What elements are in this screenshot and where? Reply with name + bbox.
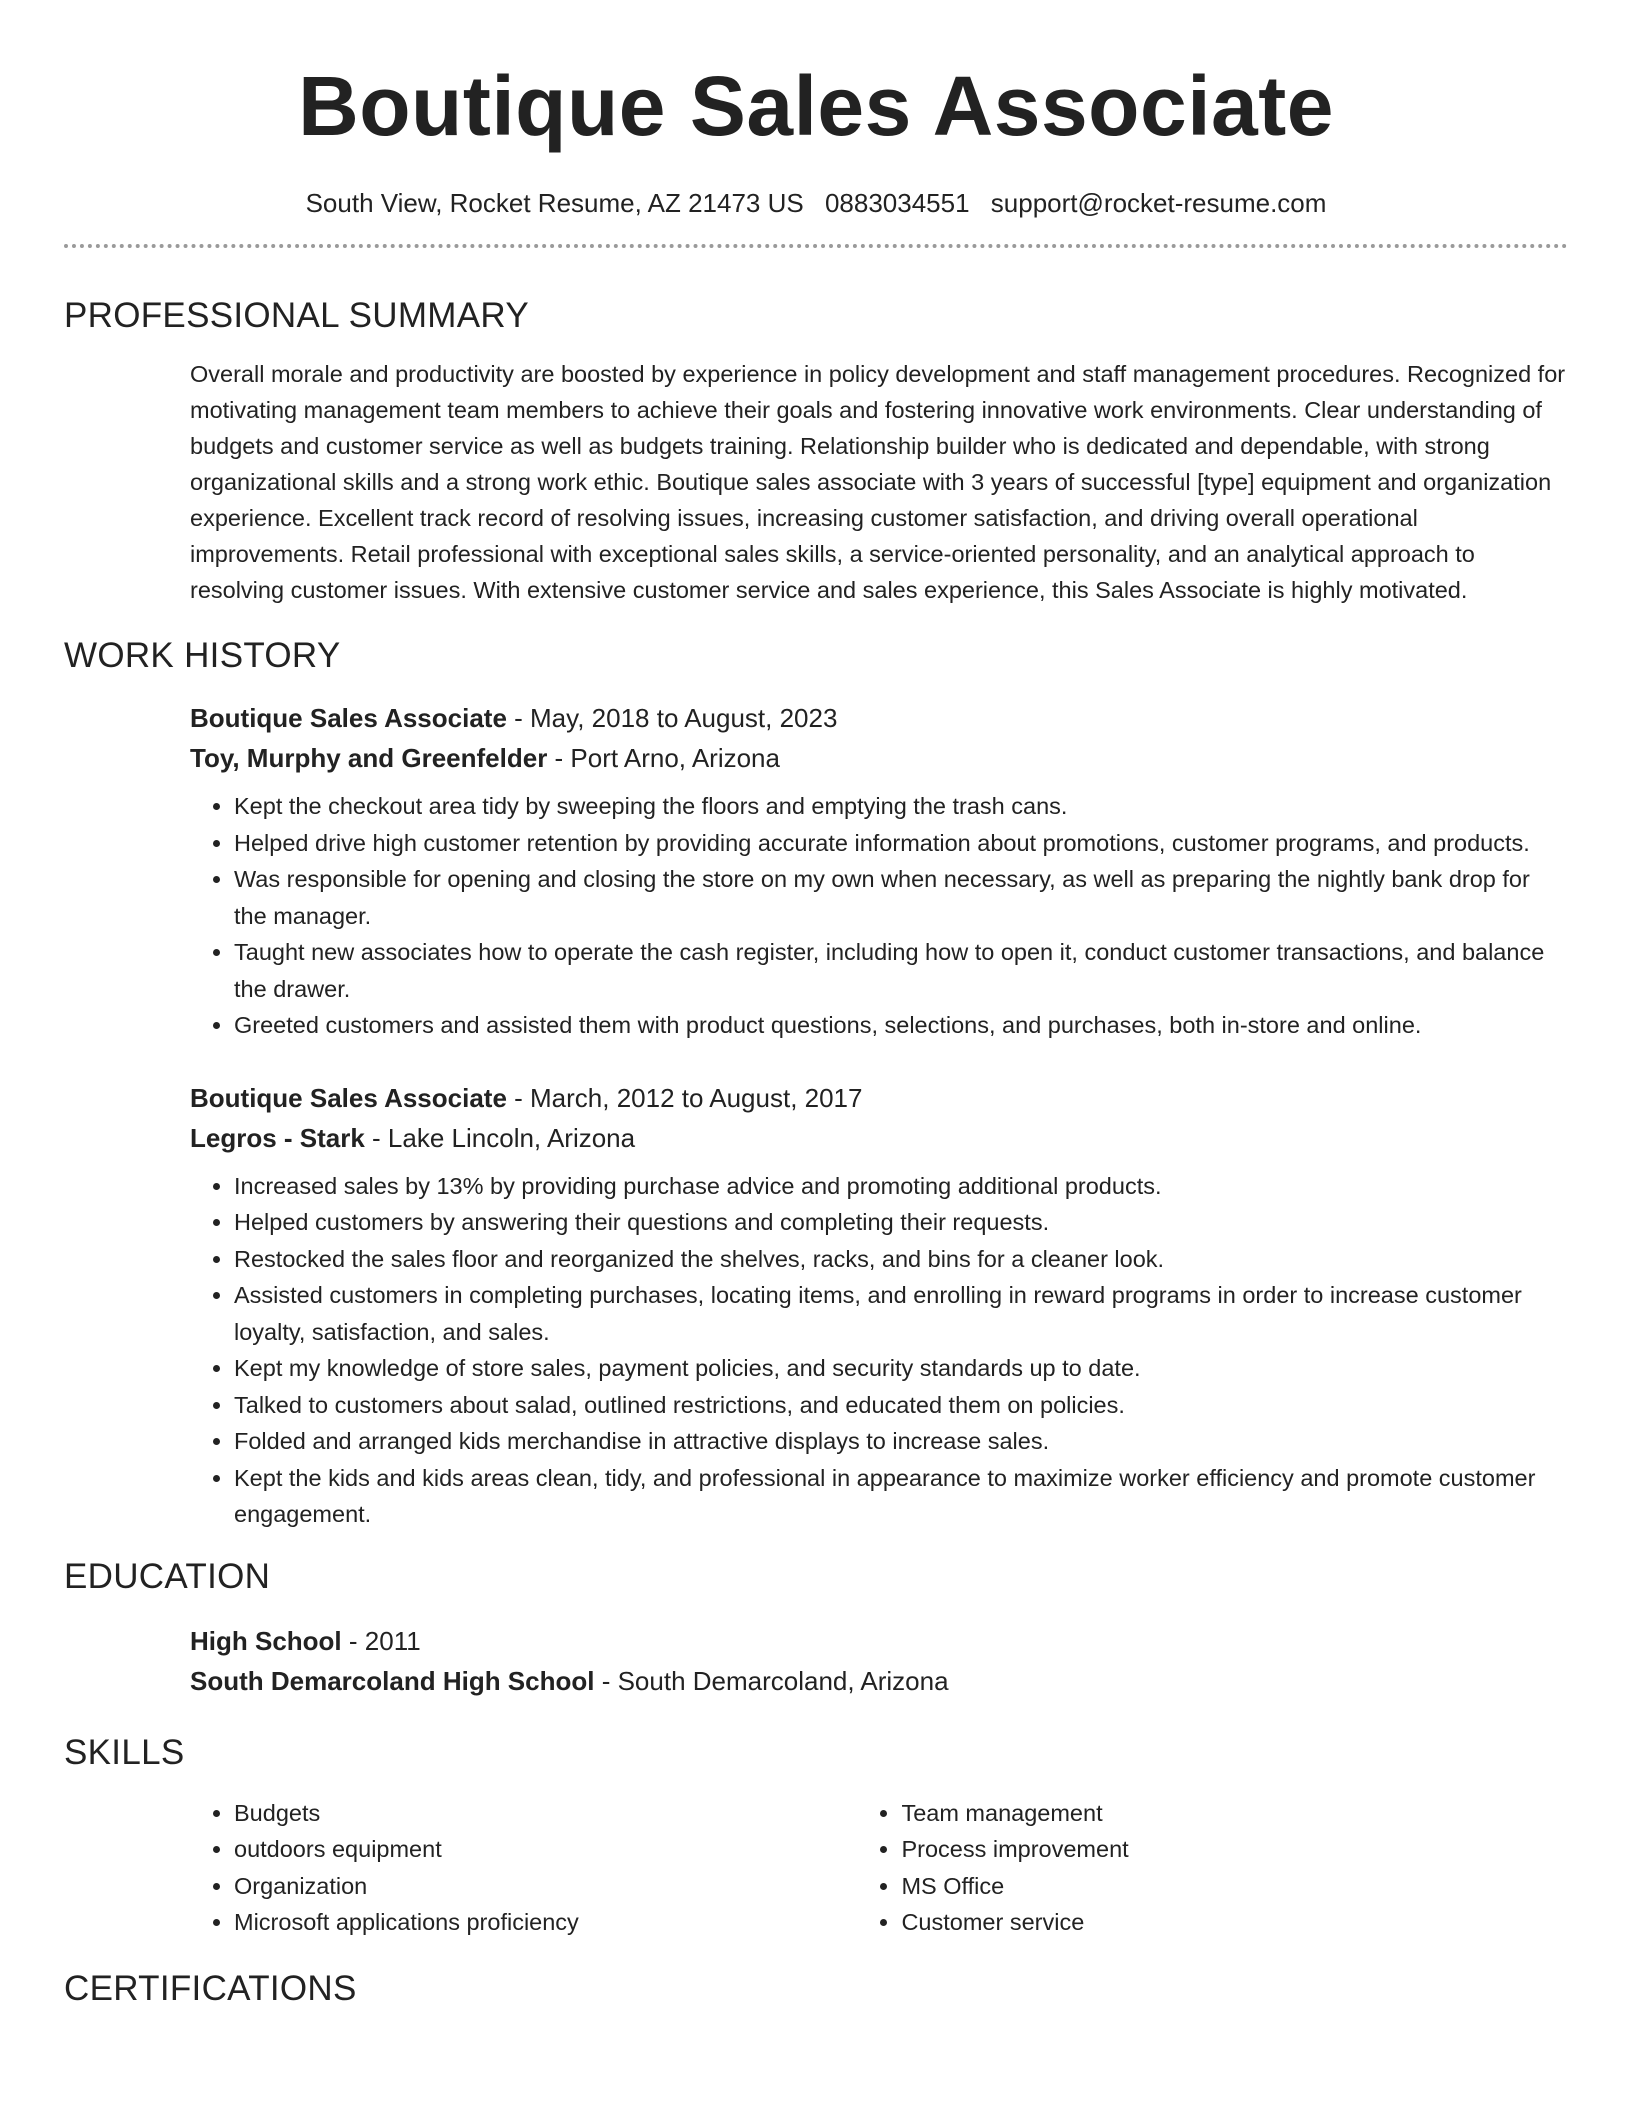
list-item: • Restocked the sales floor and reorganized the shelves, racks, and bins for a cleaner look. xyxy=(234,1241,1568,1278)
contact-phone: 0883034551 xyxy=(824,188,970,218)
education-school: South Demarcoland High School xyxy=(190,1665,595,1696)
skill-item: • Process improvement xyxy=(901,1831,1568,1868)
education-section xyxy=(190,1621,1568,1701)
skills-section xyxy=(190,1795,1568,1941)
contact-email: support@rocket-resume.com xyxy=(990,188,1327,218)
work-section xyxy=(190,698,1568,1533)
job-company-line xyxy=(190,738,1568,778)
section-title-summary: PROFESSIONAL SUMMARY xyxy=(64,296,529,335)
skill-item: • outdoors equipment xyxy=(234,1831,857,1868)
list-item: • Talked to customers about salad, outlined restrictions, and educated them on policies. xyxy=(234,1387,1568,1424)
job-bullets xyxy=(190,1168,1568,1533)
education-degree-line xyxy=(190,1621,1568,1661)
education-degree: High School xyxy=(190,1625,342,1656)
skills-list-left xyxy=(190,1795,857,1941)
skills-list-right xyxy=(857,1795,1568,1941)
list-item: • Helped customers by answering their questions and completing their requests. xyxy=(234,1204,1568,1241)
section-title-work: WORK HISTORY xyxy=(64,636,341,675)
section-title-education: EDUCATION xyxy=(64,1556,271,1596)
resume-page xyxy=(64,0,1568,2011)
education-school-line xyxy=(190,1661,1568,1701)
job-location: - Lake Lincoln, Arizona xyxy=(364,1122,636,1153)
summary-text: Overall morale and productivity are boosted by experience in policy development and staff management procedures. Recognized for motivating management team members to achieve their goals and fostering innovative work environments. Clear understanding of budgets and customer service as well as budgets training. Relationship builder who is dedicated and dependable, with strong organizational skills and a strong work ethic. Boutique sales associate with 3 years of successful [type] equipment and organization experience. Excellent track record of resolving issues, increasing customer satisfaction, and driving overall operational improvements. Retail professional with exceptional sales skills, a service-oriented personality, and an analytical approach to resolving customer issues. With extensive customer service and sales experience, this Sales Associate is highly motivated. xyxy=(190,361,1566,603)
job-location: - Port Arno, Arizona xyxy=(547,743,780,773)
summary-section xyxy=(190,356,1568,608)
header-divider xyxy=(64,244,1568,248)
job-dates: - May, 2018 to August, 2023 xyxy=(506,703,838,733)
list-item: • Increased sales by 13% by providing purchase advice and promoting additional products. xyxy=(234,1168,1568,1205)
job-title: Boutique Sales Associate xyxy=(190,703,507,733)
contact-line xyxy=(64,186,1568,220)
skill-item: • Microsoft applications proficiency xyxy=(234,1904,857,1941)
job-dates: - March, 2012 to August, 2017 xyxy=(506,1082,863,1113)
list-item: • Kept my knowledge of store sales, payment policies, and security standards up to date. xyxy=(234,1350,1568,1387)
education-year: - 2011 xyxy=(341,1625,421,1656)
section-title-skills: SKILLS xyxy=(64,1732,185,1772)
job-company: Legros - Stark xyxy=(190,1122,365,1153)
skill-item: • Organization xyxy=(234,1868,857,1905)
resume-title: Boutique Sales Associate xyxy=(298,59,1334,153)
list-item: • Folded and arranged kids merchandise in attractive displays to increase sales. xyxy=(234,1423,1568,1460)
job-entry xyxy=(190,1078,1568,1533)
list-item: • Assisted customers in completing purchases, locating items, and enrolling in reward programs in order to increase customer loyalty, satisfaction, and sales. xyxy=(234,1277,1568,1350)
job-title-line xyxy=(190,698,1568,738)
list-item: • Was responsible for opening and closing the store on my own when necessary, as well as preparing the nightly bank drop for the manager. xyxy=(234,861,1568,934)
job-bullets xyxy=(190,788,1568,1044)
list-item: • Kept the checkout area tidy by sweeping the floors and emptying the trash cans. xyxy=(234,788,1568,825)
section-title-certifications: CERTIFICATIONS xyxy=(64,1968,357,2008)
skill-item: • Customer service xyxy=(901,1904,1568,1941)
list-item: • Helped drive high customer retention by providing accurate information about promotions, customer programs, and products. xyxy=(234,825,1568,862)
job-entry xyxy=(190,698,1568,1044)
skill-item: • Team management xyxy=(901,1795,1568,1832)
job-title-line xyxy=(190,1078,1568,1118)
education-location: - South Demarcoland, Arizona xyxy=(594,1665,949,1696)
skill-item: • Budgets xyxy=(234,1795,857,1832)
list-item: • Greeted customers and assisted them with product questions, selections, and purchases, both in-store and online. xyxy=(234,1007,1568,1044)
job-title: Boutique Sales Associate xyxy=(190,1082,507,1113)
job-company-line xyxy=(190,1118,1568,1158)
skill-item: • MS Office xyxy=(901,1868,1568,1905)
job-company: Toy, Murphy and Greenfelder xyxy=(190,743,548,773)
list-item: • Kept the kids and kids areas clean, tidy, and professional in appearance to maximize worker efficiency and promote customer engagement. xyxy=(234,1460,1568,1533)
contact-address: South View, Rocket Resume, AZ 21473 US xyxy=(305,188,804,218)
list-item: • Taught new associates how to operate the cash register, including how to open it, conduct customer transactions, and balance the drawer. xyxy=(234,934,1568,1007)
